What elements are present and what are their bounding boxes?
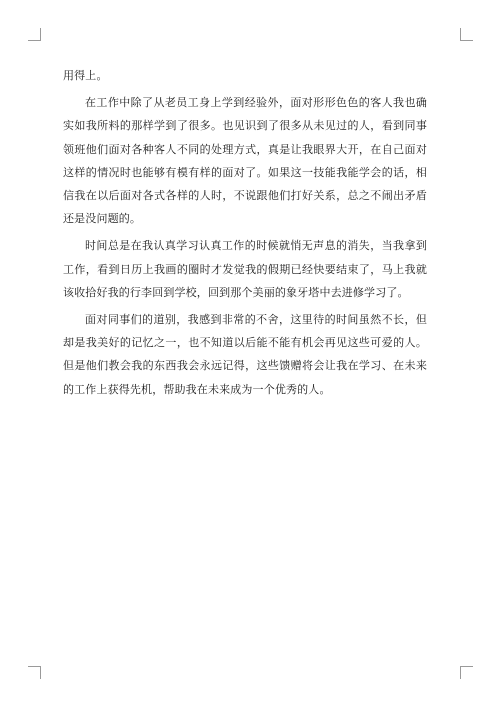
paragraph-farewell: 面对同事们的道别，我感到非常的不舍，这里待的时间虽然不长，但却是我美好的记忆之一，也不知道以后能不能有机会再见这些可爱的人。但是他们教会我的东西我会永远记得，这些馈赠将会让我在学习、在未来的工作上获得先机，帮助我在未来成为一个优秀的人。 bbox=[63, 313, 427, 396]
document-body bbox=[63, 64, 427, 405]
crop-mark-bottom-right bbox=[460, 666, 473, 679]
paragraph-customer-experience: 在工作中除了从老员工身上学到经验外，面对形形色色的客人我也确实如我所料的那样学到了很多。也见识到了很多从未见过的人，看到同事领班他们面对各种客人不同的处理方式，真是让我眼界大开，在自己面对这样的情况时也能够有模有样的面对了。如果这一技能我能学会的话，相信我在以后面对各式各样的人时，不说跟他们打好关系，总之不闹出矛盾还是没问题的。 bbox=[63, 96, 427, 226]
crop-mark-top-left bbox=[28, 28, 41, 41]
paragraph-time-passing: 时间总是在我认真学习认真工作的时候就悄无声息的消失，当我拿到工作，看到日历上我画的圈时才发觉我的假期已经快要结束了，马上我就该收拾好我的行李回到学校，回到那个美丽的象牙塔中去进修学习了。 bbox=[63, 239, 427, 299]
crop-mark-bottom-left bbox=[28, 666, 41, 679]
paragraph-continuation: 用得上。 bbox=[63, 69, 108, 82]
crop-mark-top-right bbox=[460, 28, 473, 41]
